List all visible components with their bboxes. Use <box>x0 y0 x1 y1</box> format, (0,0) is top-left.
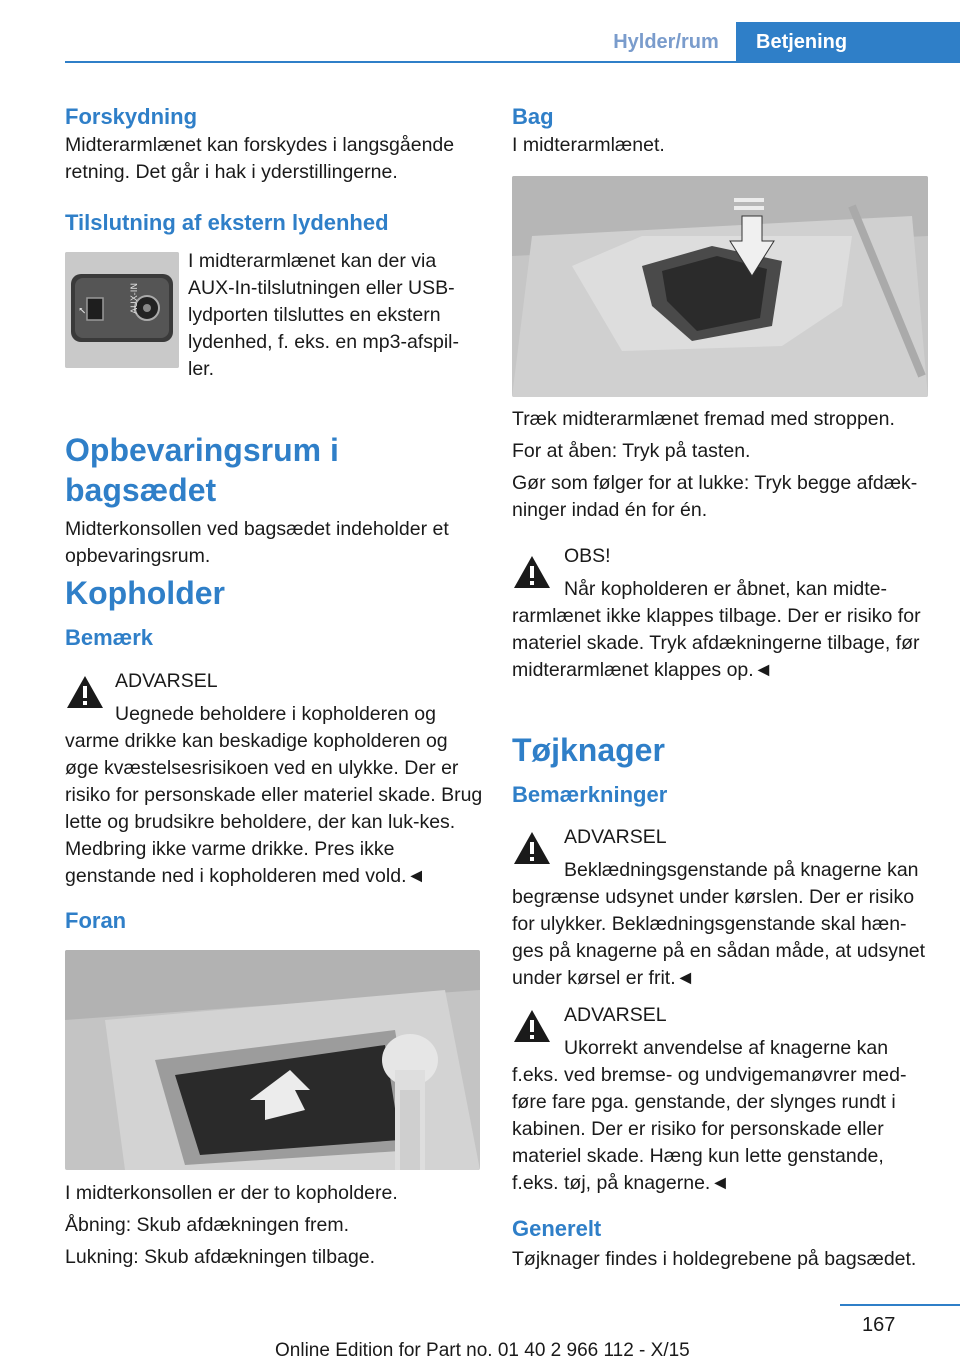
header-tab-hylder[interactable]: Hylder/rum <box>613 31 719 53</box>
svg-text:AUX-IN: AUX-IN <box>130 282 140 314</box>
foran-p1: I midterkonsollen er der to kopholdere. <box>65 1182 398 1204</box>
kopholder-heading: Kopholder <box>65 575 225 611</box>
bemaerkninger-heading: Bemærkninger <box>512 782 668 807</box>
warning-icon <box>65 674 105 710</box>
page-number: 167 <box>862 1314 896 1336</box>
front-cupholder-image <box>65 950 480 1170</box>
forskydning-section <box>65 102 483 186</box>
warning-first-line: Ukorrekt anvendelse af knagerne kan <box>564 1037 889 1059</box>
warning-label: ADVARSEL <box>564 826 667 848</box>
bag-section <box>512 102 930 159</box>
tilslutning-line-2: AUX-In-tilslutningen eller USB- <box>188 277 455 299</box>
header-rule <box>65 61 960 63</box>
header-tab-betjening[interactable]: Betjening <box>736 22 960 63</box>
tojknager-section <box>512 730 930 810</box>
bag-text <box>512 406 930 524</box>
bag-heading: Bag <box>512 104 554 129</box>
foran-p2: Åbning: Skub afdækningen frem. <box>65 1214 350 1236</box>
rear-cupholder-image <box>512 176 928 397</box>
tilslutning-line-5: ler. <box>188 358 215 380</box>
foran-heading: Foran <box>65 908 127 933</box>
opbevaring-text: Midterkonsollen ved bagsædet indeholder et opbevaringsrum. <box>65 518 449 567</box>
tilslutning-section <box>65 208 483 238</box>
footer-rule <box>840 1304 960 1306</box>
usb-aux-port-image <box>65 252 179 368</box>
bag-notice-text: rarmlænet ikke klappes tilbage. Der er risiko for materiel skade. Tryk afdækningerne tilbage, før midterarmlænet klappes op.◄ <box>512 605 921 681</box>
bag-notice-head <box>564 543 930 603</box>
bag-intro: I midterarmlænet. <box>512 134 665 156</box>
kopholder-warning-text: varme drikke kan beskadige kopholderen og øge kvæstelsesrisikoen ved en ulykke. Der er risiko for personskade eller materiel skade. Brug lette og brudsikre beholdere, der kan luk‐kes. Medbring ikke varme drikke. Pres ikke genstande ned i kopholderen med vold.◄ <box>65 730 483 887</box>
bag-p2: For at åben: Tryk på tasten. <box>512 440 751 462</box>
warning-icon <box>512 554 552 590</box>
warning-first-line: Uegnede beholdere i kopholderen og <box>115 703 436 725</box>
foran-section <box>65 906 483 936</box>
warning-first-line: Beklædningsgenstande på knagerne kan <box>564 859 919 881</box>
tilslutning-text <box>188 248 483 383</box>
notice-first-line: Når kopholderen er åbnet, kan midte‐ <box>564 578 888 600</box>
kopholder-warning-head <box>115 668 483 728</box>
notice-label: OBS! <box>564 545 611 567</box>
kopholder-section <box>65 573 483 653</box>
forskydning-heading: Forskydning <box>65 104 198 129</box>
opbevaring-section <box>65 430 483 570</box>
tilslutning-heading: Tilslutning af ekstern lydenhed <box>65 210 389 235</box>
generelt-text: Tøjknager findes i holdegrebene på bagsædet. <box>512 1248 917 1270</box>
footer-edition: Online Edition for Part no. 01 40 2 966 112 - X/15 <box>275 1340 690 1361</box>
foran-text <box>65 1180 483 1271</box>
tilslutning-line-1: I midterarmlænet kan der via <box>188 250 437 272</box>
tojknager-warning1-head <box>564 824 930 884</box>
tilslutning-line-4: lydenhed, f. eks. en mp3-afspil- <box>188 331 459 353</box>
generelt-section <box>512 1214 930 1273</box>
tojknager-warning2-text: f.eks. ved bremse- og undvigemanøvrer med‐føre fare pga. genstande, der slynges rundt i kabinen. Der er risiko for personskade eller materiel skade. Hæng kun lette genstande, f.eks. tøj, på knagerne.◄ <box>512 1064 907 1194</box>
bag-p1: Træk midterarmlænet fremad med stroppen. <box>512 408 895 430</box>
warning-label: ADVARSEL <box>564 1004 667 1026</box>
warning-icon <box>512 1008 552 1044</box>
opbevaring-heading: Opbevaringsrum i bagsædet <box>65 432 339 508</box>
bemaerk-heading: Bemærk <box>65 625 154 650</box>
foran-p3: Lukning: Skub afdækningen tilbage. <box>65 1246 376 1268</box>
warning-icon <box>512 830 552 866</box>
warning-label: ADVARSEL <box>115 670 218 692</box>
tojknager-warning2-head <box>564 1002 930 1062</box>
svg-text:⭦: ⭦ <box>79 306 86 317</box>
bag-p3: Gør som følger for at lukke: Tryk begge afdæk‐ninger indad én for én. <box>512 472 918 521</box>
generelt-heading: Generelt <box>512 1216 602 1241</box>
tojknager-heading: Tøjknager <box>512 732 665 768</box>
forskydning-text: Midterarmlænet kan forskydes i langsgående retning. Det går i hak i yderstillingerne. <box>65 134 455 183</box>
tilslutning-line-3: lydporten tilsluttes en ekstern <box>188 304 441 326</box>
tojknager-warning1-text: begrænse udsynet under kørslen. Der er risiko for ulykker. Beklædningsgenstande skal hæn‐ges på knagerne på en sådan måde, at udsynet under kørsel er frit.◄ <box>512 886 926 989</box>
